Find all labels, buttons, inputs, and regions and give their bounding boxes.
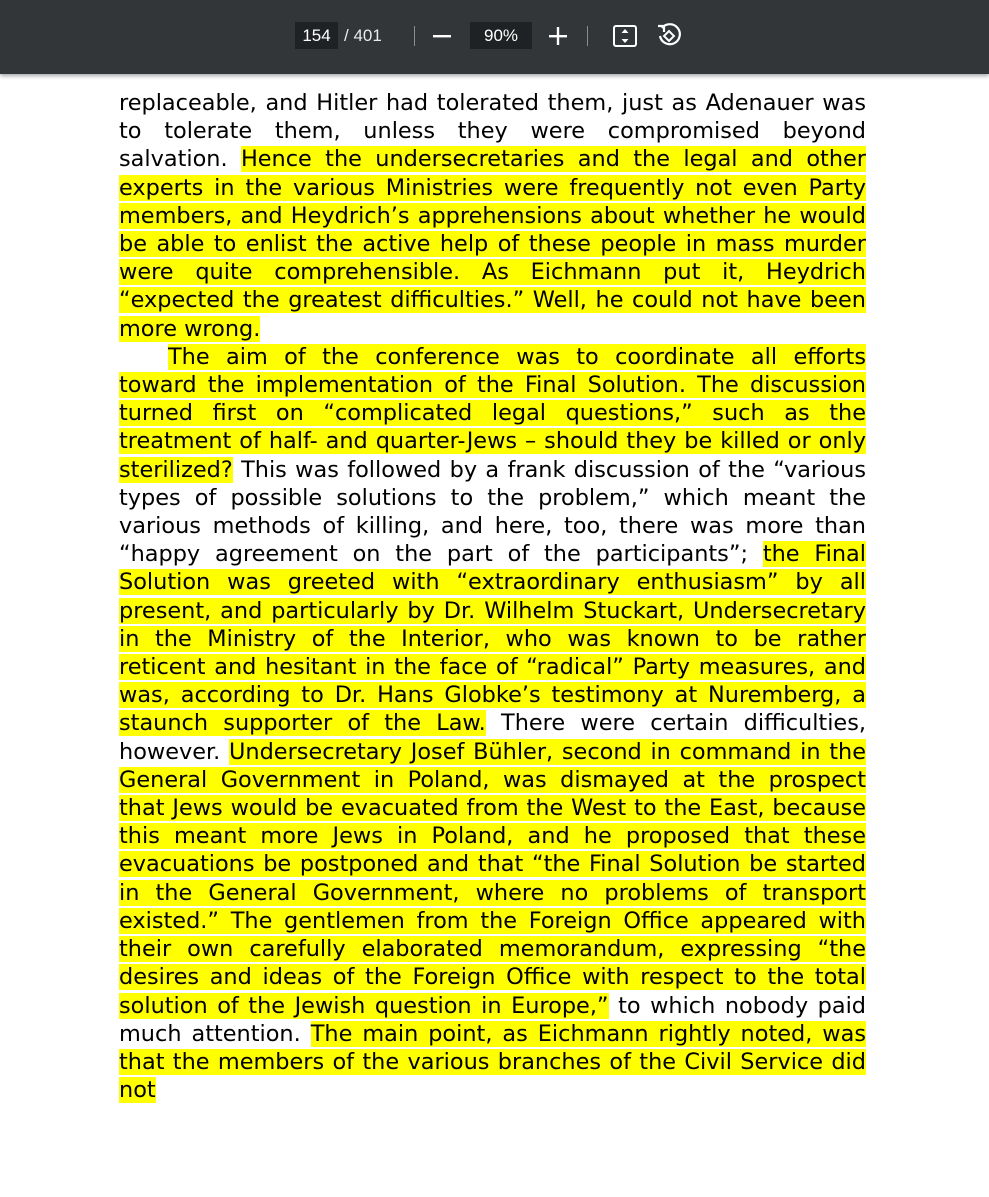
zoom-level-input[interactable]: 90% [470,22,532,49]
paragraph-1 [119,89,866,343]
rotate-icon [655,22,683,50]
zoom-in-button[interactable] [542,20,574,52]
fit-to-page-button[interactable] [609,20,641,52]
highlighted-text: The aim of the conference was to coordinate all efforts toward the implementation of the Final Solution. The discussion turned first on “complicated legal questions,” such as the treatment of half- and quarter-Jews – should they be killed or only sterilized? [119,343,866,483]
fit-to-page-icon [612,24,638,48]
text-run: This was followed by a frank discussion of the “various types of possible solutions to the problem,” which meant the various methods of killing, and here, too, there was more than “happy agreement on the part of the participants”; [119,456,866,568]
toolbar-divider [414,26,415,46]
highlighted-text: the Final Solution was greeted with “extraordinary enthusiasm” by all present, and particularly by Dr. Wilhelm Stuckart, Undersecretary in the Ministry of the Interior, who was known to be rather reticent and hesitant in the face of “radical” Party measures, and was, according to Dr. Hans Globke’s testimony at Nuremberg, a staunch supporter of the Law. [119,541,866,737]
text-run: to which nobody paid much attention. [119,992,866,1047]
minus-icon [432,26,452,46]
highlighted-text: Hence the undersecretaries and the legal and other experts in the various Ministries were frequently not even Party members, and Heydrich’s apprehensions about whether he would be able to enlist the active help of these people in mass murder were quite comprehensible. As Eichmann put it, Heydrich “expected the greatest difficulties.” Well, he could not have been more wrong. [119,146,866,342]
page-number-input[interactable]: 154 [295,22,338,49]
highlighted-text: The main point, as Eichmann rightly noted, was that the members of the various branches of the Civil Service did not [119,1020,866,1104]
rotate-button[interactable] [653,20,685,52]
page-total: / 401 [344,26,382,45]
zoom-out-button[interactable] [426,20,458,52]
document-page-text [119,89,866,1104]
plus-icon [548,26,568,46]
toolbar-divider [587,26,588,46]
text-run: There were certain difficulties, however. [119,710,866,765]
highlighted-text: Undersecretary Josef Bühler, second in command in the General Government in Poland, was dismayed at the prospect that Jews would be evacuated from the West to the East, because this meant more Jews in Poland, and he proposed that these evacuations be postponed and that “the Final Solution be started in the General Government, where no problems of transport existed.” The gentlemen from the Foreign Office appeared with their own carefully elaborated memorandum, expressing “the desires and ideas of the Foreign Office with respect to the total solution of the Jewish question in Europe,” [119,738,866,1019]
paragraph-2 [119,343,866,1104]
pdf-toolbar [0,0,989,74]
text-run: replaceable, and Hitler had tolerated them, just as Adenauer was to tolerate them, unless they were compromised beyond salvation. [119,90,866,173]
